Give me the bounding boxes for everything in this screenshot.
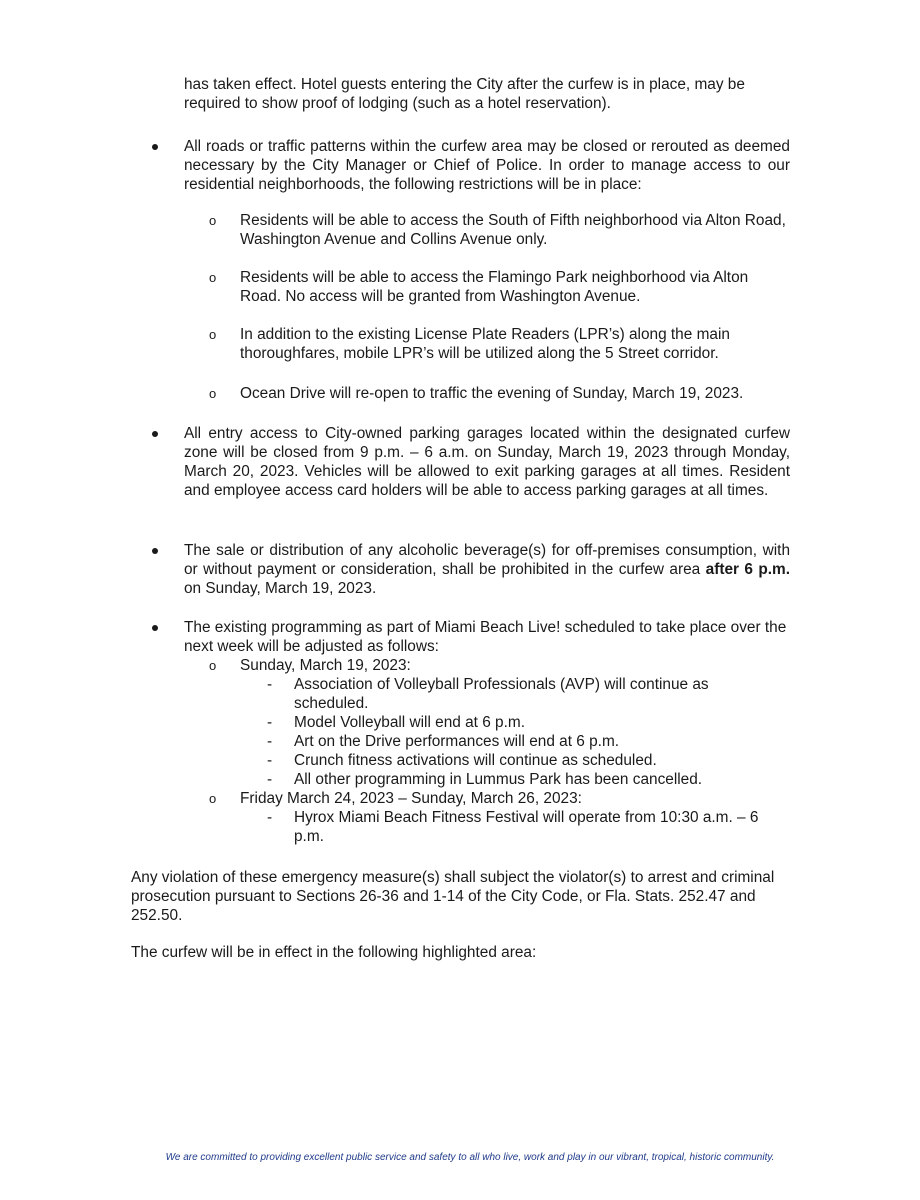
footer-commitment: We are committed to providing excellent public service and safety to all who live, work and play in our vibrant, tropical, historic community. — [165, 1152, 775, 1163]
dash-item-text: Association of Volleyball Professionals (AVP) will continue as scheduled. — [294, 676, 709, 712]
dash-item-text: Crunch fitness activations will continue as scheduled. — [294, 752, 657, 769]
dash-item-text: All other programming in Lummus Park has been cancelled. — [294, 771, 703, 788]
sub-item-text: In addition to the existing License Plate Readers (LPR’s) along the main thoroughfares, mobile LPR’s will be utilized along the 5 Street corridor. — [240, 326, 730, 362]
sub-marker: o — [209, 213, 217, 228]
dash-marker: - — [267, 676, 273, 693]
sub-item-text: Friday March 24, 2023 – Sunday, March 26, 2023: — [240, 790, 582, 807]
dash-marker: - — [267, 771, 273, 788]
violation-paragraph: Any violation of these emergency measure(s) shall subject the violator(s) to arrest and criminal prosecution pursuant to Sections 26-36 and 1-14 of the City Code, or Fla. Stats. 252.47 and 252.50. — [131, 869, 775, 924]
dash-item-lummus-park — [267, 770, 784, 789]
sub-marker: o — [209, 327, 217, 342]
dash-marker: - — [267, 809, 273, 826]
sub-item-sunday — [209, 656, 790, 675]
dash-marker: - — [267, 714, 273, 731]
sub-item-friday — [209, 789, 790, 808]
bullet-roads-text: All roads or traffic patterns within the curfew area may be closed or rerouted as deemed necessary by the City Manager or Chief of Police. In order to manage access to our residential neighborhoods, the following restrictions will be in place: — [184, 138, 790, 193]
sub-marker: o — [209, 386, 217, 401]
sub-marker: o — [209, 658, 217, 673]
dash-item-text: Art on the Drive performances will end at 6 p.m. — [294, 733, 620, 750]
dash-marker: - — [267, 733, 273, 750]
bullet-roads — [184, 137, 790, 194]
bullet-alcohol — [184, 541, 790, 598]
dash-marker: - — [267, 752, 273, 769]
sub-item-text: Residents will be able to access the Flamingo Park neighborhood via Alton Road. No access will be granted from Washington Avenue. — [240, 269, 749, 305]
bullet-programming — [184, 618, 790, 656]
sub-item-flamingo-park — [209, 268, 790, 306]
sub-item-south-of-fifth — [209, 211, 790, 249]
alcohol-bold-time: after 6 p.m. — [705, 561, 791, 578]
bullet-dot — [152, 431, 158, 437]
dash-item-model-volleyball — [267, 713, 784, 732]
sub-item-text: Sunday, March 19, 2023: — [240, 657, 411, 674]
dash-item-art-on-drive — [267, 732, 784, 751]
curfew-area-paragraph: The curfew will be in effect in the following highlighted area: — [131, 944, 537, 961]
sub-item-ocean-drive — [209, 384, 790, 403]
bullet-garages-text: All entry access to City-owned parking garages located within the designated curfew zone will be closed from 9 p.m. – 6 a.m. on Sunday, March 19, 2023 through Monday, March 20, 2023. Vehicles will be allowed to exit parking garages at all times. Resident and employee access card holders will be able to access parking garages at all times. — [184, 425, 790, 499]
sub-marker: o — [209, 270, 217, 285]
bullet-dot — [152, 548, 158, 554]
sub-item-lpr — [209, 325, 790, 363]
bullet-dot — [152, 144, 158, 150]
dash-item-avp — [267, 675, 784, 713]
dash-item-text: Hyrox Miami Beach Fitness Festival will operate from 10:30 a.m. – 6 p.m. — [294, 809, 759, 845]
continuation-paragraph: has taken effect. Hotel guests entering the City after the curfew is in place, may be required to show proof of lodging (such as a hotel reservation). — [184, 76, 745, 112]
bullet-garages — [184, 424, 790, 500]
bullet-alcohol-text — [184, 541, 790, 598]
dash-item-crunch — [267, 751, 784, 770]
alcohol-text-part: The sale or distribution of any alcoholic beverage(s) for off-premises consumption, with or without payment or consideration, shall be prohibited in the curfew area — [184, 542, 790, 578]
alcohol-text-part: on Sunday, March 19, 2023. — [184, 580, 377, 597]
bullet-programming-text: The existing programming as part of Miami Beach Live! scheduled to take place over the next week will be adjusted as follows: — [184, 619, 787, 655]
dash-item-hyrox — [267, 808, 784, 846]
sub-item-text: Ocean Drive will re-open to traffic the evening of Sunday, March 19, 2023. — [240, 385, 744, 402]
dash-item-text: Model Volleyball will end at 6 p.m. — [294, 714, 525, 731]
sub-marker: o — [209, 791, 217, 806]
sub-item-text: Residents will be able to access the South of Fifth neighborhood via Alton Road, Washington Avenue and Collins Avenue only. — [240, 212, 786, 248]
bullet-dot — [152, 625, 158, 631]
